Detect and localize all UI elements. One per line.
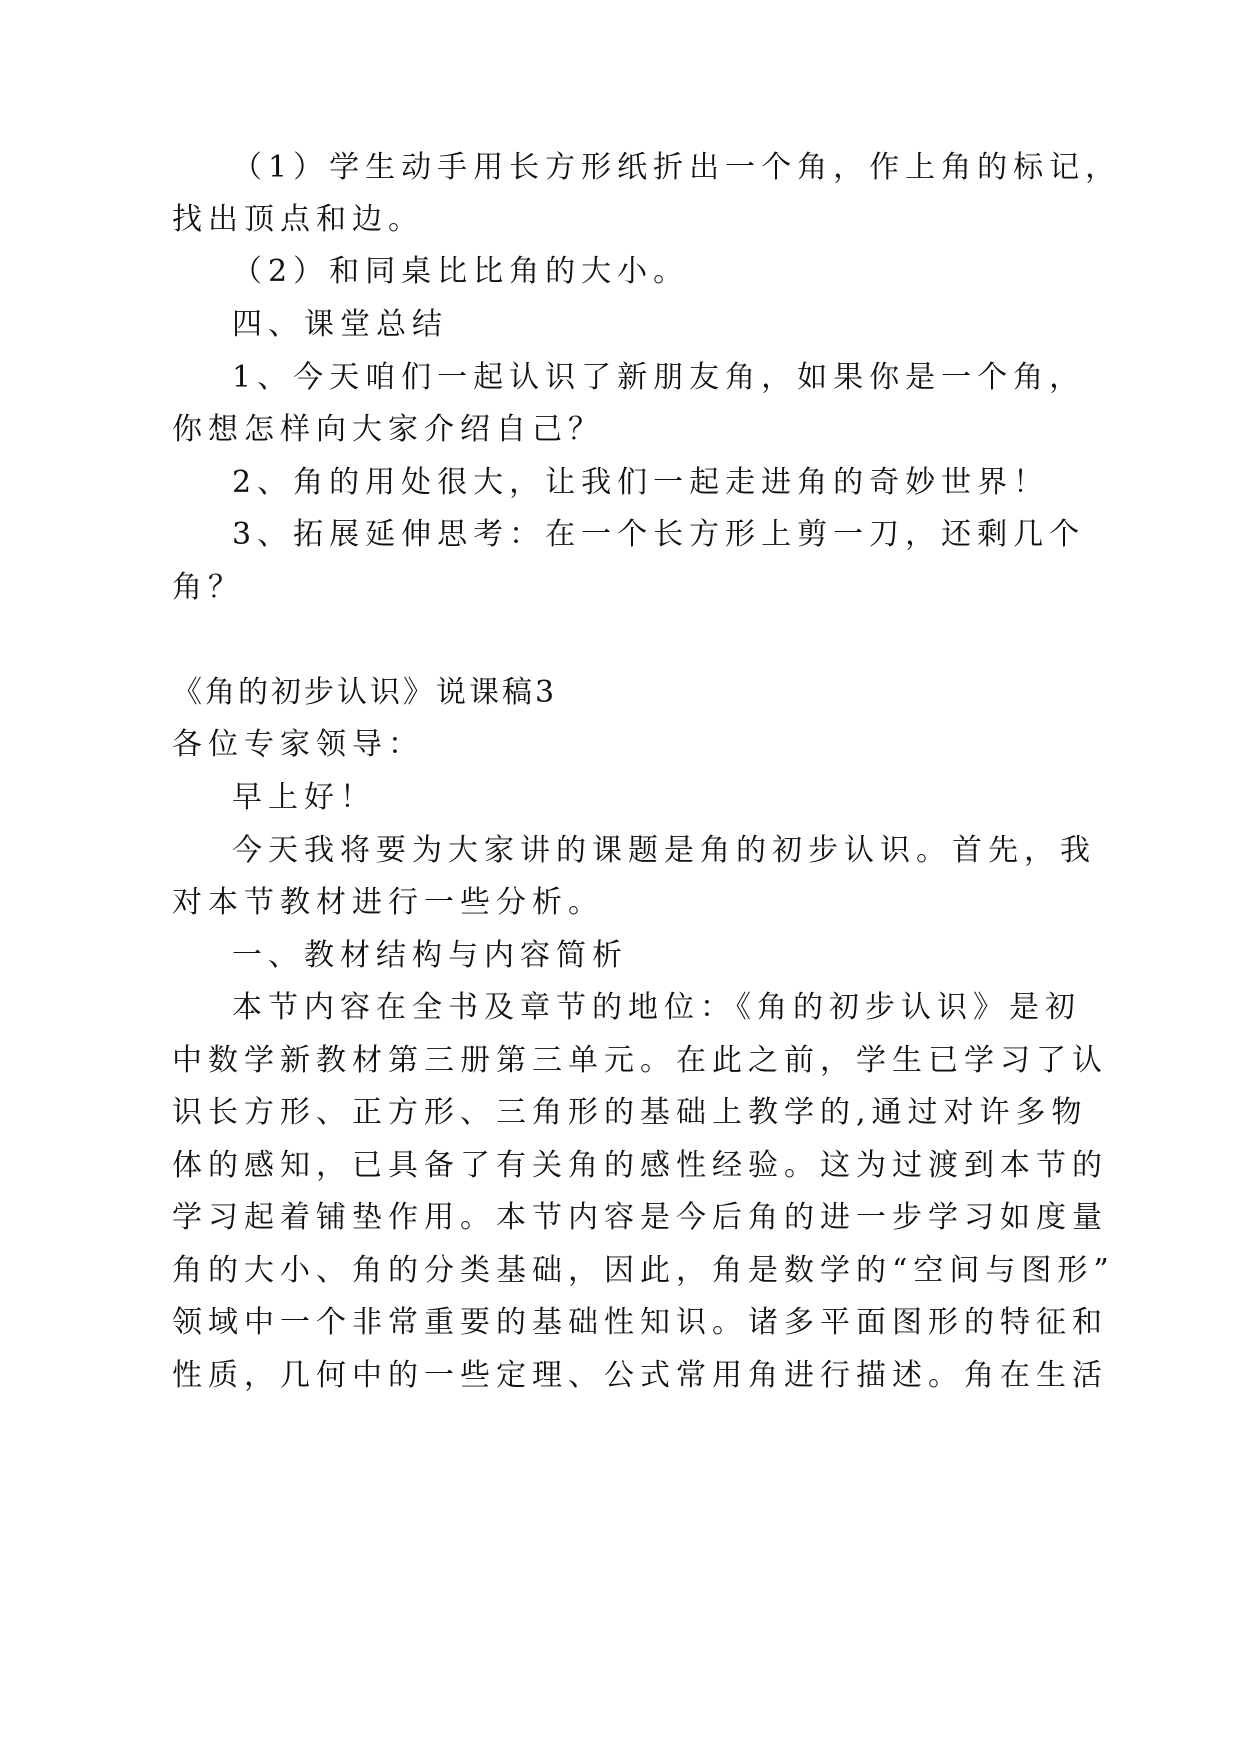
paragraph-line: 学习起着铺垫作用。本节内容是今后角的进一步学习如度量	[172, 1200, 1108, 1235]
document-title: 《角的初步认识》说课稿3	[172, 675, 558, 710]
paragraph-line: 2、角的用处很大，让我们一起走进角的奇妙世界！	[232, 465, 1050, 500]
paragraph-line: 1、今天咱们一起认识了新朋友角，如果你是一个角，	[232, 360, 1086, 395]
section-heading: 四、课堂总结	[232, 307, 448, 342]
paragraph-line: （1）学生动手用长方形纸折出一个角，作上角的标记，	[232, 150, 1122, 185]
paragraph-line: （2）和同桌比比角的大小。	[232, 254, 690, 289]
paragraph-line: 今天我将要为大家讲的课题是角的初步认识。首先，我	[232, 833, 1096, 868]
paragraph-line: 角？	[172, 570, 244, 605]
paragraph-line: 找出顶点和边。	[172, 202, 424, 237]
paragraph-line: 对本节教材进行一些分析。	[172, 885, 604, 920]
paragraph-line: 本节内容在全书及章节的地位：《角的初步认识》是初	[232, 990, 1081, 1025]
paragraph-line: 性质，几何中的一些定理、公式常用角进行描述。角在生活	[172, 1358, 1108, 1393]
paragraph-line: 角的大小、角的分类基础，因此，角是数学的“空间与图形”	[172, 1253, 1115, 1288]
paragraph-line: 你想怎样向大家介绍自己？	[172, 412, 604, 447]
paragraph-line: 3、拓展延伸思考：在一个长方形上剪一刀，还剩几个	[232, 517, 1086, 552]
paragraph-line: 中数学新教材第三册第三单元。在此之前，学生已学习了认	[172, 1043, 1108, 1078]
salutation: 各位专家领导：	[172, 727, 424, 762]
section-heading: 一、教材结构与内容简析	[232, 938, 628, 973]
paragraph-line: 识长方形、正方形、三角形的基础上教学的,通过对许多物	[172, 1095, 1088, 1130]
paragraph-line: 领域中一个非常重要的基础性知识。诸多平面图形的特征和	[172, 1305, 1108, 1340]
paragraph-line: 体的感知，已具备了有关角的感性经验。这为过渡到本节的	[172, 1148, 1108, 1183]
greeting: 早上好！	[232, 780, 376, 815]
